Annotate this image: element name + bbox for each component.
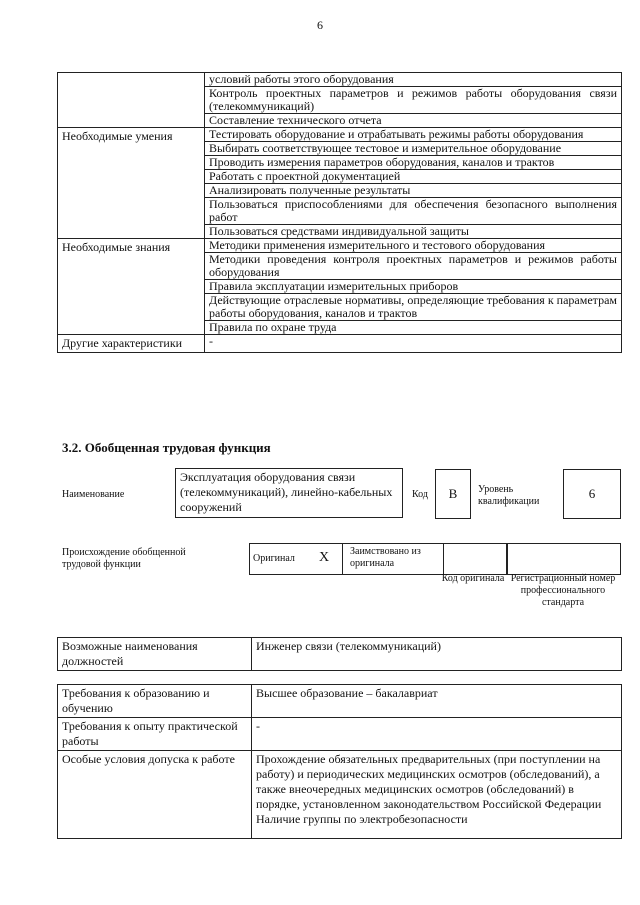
reg-number-caption: Регистрационный номер профессионального стандарта [510, 573, 616, 608]
reg-number-cell [507, 543, 621, 575]
table-cell: Составление технического отчета [205, 114, 622, 128]
table-cell: Проводить измерения параметров оборудования, каналов и трактов [205, 156, 622, 170]
table-row [58, 751, 622, 839]
table-row [58, 239, 622, 253]
table-cell: Тестировать оборудование и отрабатывать режимы работы оборудования [205, 128, 622, 142]
requirement-value: Прохождение обязательных предварительных (при поступлении на работу) и периодических медицинских осмотров (обследований), а также внеочередных медицинских осмотров (обследований) в порядке, установленном законодательством Российской Федерации [256, 752, 602, 811]
requirement-value-cell [252, 751, 622, 839]
code-value-box: В [435, 469, 471, 519]
table-row [58, 128, 622, 142]
table-cell: Выбирать соответствующее тестовое и измерительное оборудование [205, 142, 622, 156]
table-cell: Контроль проектных параметров и режимов работы оборудования связи (телекоммуникаций) [205, 87, 622, 114]
table-cell: Методики применения измерительного и тестового оборудования [205, 239, 622, 253]
table-row [58, 335, 622, 353]
code-original-caption: Код оригинала [441, 573, 505, 584]
positions-table [57, 637, 622, 671]
table-cell: Пользоваться средствами индивидуальной защиты [205, 225, 622, 239]
code-original-cell [443, 543, 507, 575]
row-label-other: Другие характеристики [58, 335, 205, 353]
function-name-box: Эксплуатация оборудования связи (телекоммуникаций), линейно-кабельных сооружений [175, 468, 403, 518]
requirement-label: Особые условия допуска к работе [58, 751, 252, 839]
table-cell: Работать с проектной документацией [205, 170, 622, 184]
positions-label: Возможные наименования должностей [58, 638, 252, 671]
original-label: Оригинал [253, 553, 295, 564]
row-label-knowledge: Необходимые знания [58, 239, 205, 335]
table-row [58, 685, 622, 718]
name-label: Наименование [62, 489, 125, 500]
requirement-label: Требования к образованию и обучению [58, 685, 252, 718]
table-cell: Методики проведения контроля проектных параметров и режимов работы оборудования [205, 253, 622, 280]
table-cell: Правила по охране труда [205, 321, 622, 335]
table-row [58, 638, 622, 671]
table-row [58, 718, 622, 751]
requirement-value: Высшее образование – бакалавриат [252, 685, 622, 718]
page-number: 6 [317, 18, 323, 32]
table-cell: Действующие отраслевые нормативы, определяющие требования к параметрам работы оборудования, каналов и трактов [205, 294, 622, 321]
table-cell: условий работы этого оборудования [205, 73, 622, 87]
table-cell: - [205, 335, 622, 353]
requirements-table [57, 684, 622, 839]
row-label [58, 73, 205, 128]
section-title: 3.2. Обобщенная трудовая функция [62, 440, 271, 455]
original-mark: Х [319, 550, 330, 565]
requirement-value-extra: Наличие группы по электробезопасности [256, 812, 468, 826]
table-row [58, 73, 622, 87]
borrowed-label: Заимствовано из оригинала [350, 546, 421, 569]
table-cell: Пользоваться приспособлениями для обеспечения безопасного выполнения работ [205, 198, 622, 225]
code-label: Код [412, 489, 428, 500]
level-label: Уровень квалификации [478, 484, 540, 507]
requirement-label: Требования к опыту практической работы [58, 718, 252, 751]
skills-knowledge-table [57, 72, 622, 353]
row-label-skills: Необходимые умения [58, 128, 205, 239]
requirement-value: - [252, 718, 622, 751]
level-value-box: 6 [563, 469, 621, 519]
table-cell: Анализировать полученные результаты [205, 184, 622, 198]
origin-label: Происхождение обобщенной трудовой функции [62, 547, 186, 570]
positions-value: Инженер связи (телекоммуникаций) [252, 638, 622, 671]
table-cell: Правила эксплуатации измерительных приборов [205, 280, 622, 294]
